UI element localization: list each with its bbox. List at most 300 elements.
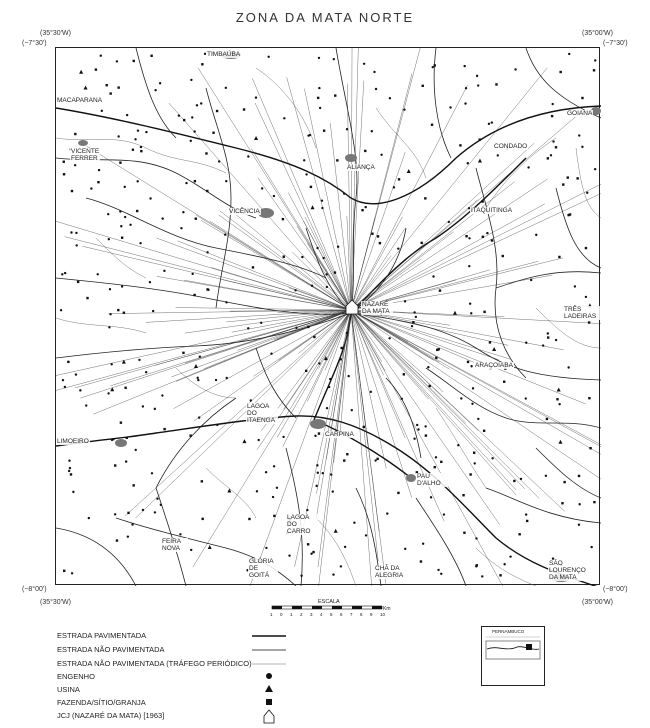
fazenda-point bbox=[67, 361, 69, 363]
town-carpina: CARPINA bbox=[325, 431, 354, 438]
engenho-point bbox=[140, 146, 142, 148]
engenho-point bbox=[215, 379, 217, 381]
engenho-point bbox=[180, 227, 182, 229]
fazenda-point bbox=[503, 381, 505, 383]
engenho-point bbox=[437, 569, 439, 571]
coord-bottom-right-lon: (35°00'W) bbox=[582, 599, 613, 606]
fazenda-point bbox=[189, 434, 191, 436]
engenho-point bbox=[477, 418, 479, 420]
fazenda-point bbox=[307, 543, 309, 545]
house-icon bbox=[264, 710, 274, 723]
engenho-point bbox=[64, 386, 66, 388]
radial-line bbox=[351, 310, 386, 468]
fazenda-point bbox=[439, 289, 441, 291]
fazenda-point bbox=[346, 453, 348, 455]
engenho-point bbox=[322, 472, 324, 474]
radial-line bbox=[351, 310, 565, 511]
engenho-point bbox=[270, 353, 272, 355]
radial-line bbox=[193, 310, 351, 567]
engenho-point bbox=[525, 342, 527, 344]
engenho-point bbox=[373, 71, 375, 73]
town-cha-alegria: CHÃ DA ALEGRIA bbox=[374, 565, 406, 579]
engenho-point bbox=[190, 549, 192, 551]
radial-line bbox=[351, 310, 508, 345]
engenho-point bbox=[318, 57, 320, 59]
engenho-point bbox=[497, 154, 499, 156]
town-vicente-ferrer: VICENTE FERRER bbox=[71, 148, 100, 162]
engenho-point bbox=[135, 449, 137, 451]
town-tres-ladeiras: TRÊS LADEIRAS bbox=[563, 306, 605, 320]
radial-line bbox=[169, 103, 351, 310]
town-alianca: ALIANÇA bbox=[347, 164, 375, 171]
fazenda-point bbox=[212, 132, 214, 134]
engenho-point bbox=[371, 130, 373, 132]
fazenda-point bbox=[310, 186, 312, 188]
radial-line bbox=[351, 68, 547, 310]
scale-tick-label: 7 bbox=[350, 612, 353, 617]
radial-line bbox=[228, 208, 351, 310]
town-vicencia: VICÊNCIA bbox=[229, 208, 260, 215]
engenho-point bbox=[137, 129, 139, 131]
town-condado: CONDADO bbox=[494, 143, 528, 150]
engenho-point bbox=[247, 327, 249, 329]
radial-line bbox=[252, 78, 351, 310]
fazenda-point bbox=[317, 97, 319, 99]
engenho-point bbox=[134, 138, 136, 140]
fazenda-point bbox=[563, 481, 565, 483]
engenho-point bbox=[126, 114, 128, 116]
fazenda-point bbox=[70, 473, 72, 475]
engenho-point bbox=[218, 160, 220, 162]
engenho-point bbox=[154, 89, 156, 91]
fazenda-point bbox=[593, 501, 595, 503]
radial-line bbox=[351, 48, 352, 310]
engenho-point bbox=[120, 225, 122, 227]
engenho-point bbox=[477, 84, 479, 86]
usina-point bbox=[492, 347, 496, 351]
engenho-point bbox=[124, 216, 126, 218]
fazenda-point bbox=[463, 532, 465, 534]
engenho-point bbox=[117, 135, 119, 137]
engenho-point bbox=[551, 103, 553, 105]
usina-point bbox=[84, 86, 88, 90]
engenho-point bbox=[178, 114, 180, 116]
engenho-point bbox=[75, 232, 77, 234]
radial-line bbox=[351, 143, 534, 310]
usina-point bbox=[254, 136, 258, 140]
engenho-point bbox=[555, 339, 557, 341]
town-gloria-goita: GLÓRIA DE GOITÁ bbox=[248, 558, 278, 579]
engenho-point bbox=[88, 517, 90, 519]
fazenda-point bbox=[576, 177, 578, 179]
engenho-point bbox=[225, 301, 227, 303]
radial-line bbox=[351, 310, 466, 423]
engenho-point bbox=[330, 473, 332, 475]
scale-unit: Km bbox=[383, 606, 391, 612]
map-canvas bbox=[56, 48, 601, 586]
fazenda-point bbox=[323, 129, 325, 131]
engenho-point bbox=[116, 60, 118, 62]
scale-tick-label: 10 bbox=[380, 612, 385, 617]
fazenda-point bbox=[282, 218, 284, 220]
fazenda-point bbox=[551, 115, 553, 117]
engenho-point bbox=[193, 130, 195, 132]
fazenda-point bbox=[71, 190, 73, 192]
engenho-point bbox=[216, 424, 218, 426]
legend-unpaved-road: ESTRADA NÃO PAVIMENTADA bbox=[57, 645, 165, 654]
engenho-point bbox=[161, 217, 163, 219]
engenho-point bbox=[542, 344, 544, 346]
engenho-point bbox=[70, 231, 72, 233]
engenho-point bbox=[468, 265, 470, 267]
fazenda-point bbox=[127, 512, 129, 514]
engenho-point bbox=[142, 509, 144, 511]
engenho-point bbox=[114, 513, 116, 515]
engenho-point bbox=[404, 548, 406, 550]
engenho-point bbox=[491, 121, 493, 123]
engenho-point bbox=[276, 487, 278, 489]
engenho-point bbox=[206, 251, 208, 253]
fazenda-point bbox=[398, 178, 400, 180]
fazenda-point bbox=[195, 217, 197, 219]
engenho-point bbox=[71, 572, 73, 574]
radial-line bbox=[351, 110, 583, 310]
engenho-point bbox=[545, 475, 547, 477]
engenho-point bbox=[530, 279, 532, 281]
engenho-point bbox=[585, 296, 587, 298]
engenho-point bbox=[397, 247, 399, 249]
radial-line bbox=[56, 310, 351, 376]
engenho-point bbox=[578, 503, 580, 505]
fazenda-point bbox=[273, 515, 275, 517]
engenho-point bbox=[460, 397, 462, 399]
town-nazare: NAZARÉ DA MATA bbox=[361, 301, 393, 315]
fazenda-point bbox=[567, 214, 569, 216]
usina-point bbox=[110, 387, 114, 391]
engenho-point bbox=[109, 313, 111, 315]
triangle-icon bbox=[265, 685, 273, 692]
engenho-point bbox=[340, 565, 342, 567]
engenho-point bbox=[370, 391, 372, 393]
radial-line bbox=[171, 310, 351, 377]
fazenda-point bbox=[513, 480, 515, 482]
fazenda-point bbox=[469, 473, 471, 475]
fazenda-point bbox=[479, 138, 481, 140]
radial-line bbox=[146, 310, 351, 322]
radial-line bbox=[155, 310, 351, 365]
map-title: ZONA DA MATA NORTE bbox=[235, 10, 415, 25]
engenho-point bbox=[69, 467, 71, 469]
engenho-point bbox=[464, 102, 466, 104]
scale-tick-label: 3 bbox=[310, 612, 313, 617]
radial-line bbox=[351, 228, 405, 310]
engenho-point bbox=[154, 408, 156, 410]
engenho-point bbox=[527, 166, 529, 168]
fazenda-point bbox=[206, 190, 208, 192]
engenho-point bbox=[520, 478, 522, 480]
fazenda-point bbox=[482, 236, 484, 238]
engenho-point bbox=[594, 168, 596, 170]
fazenda-point bbox=[243, 108, 245, 110]
fazenda-point bbox=[106, 84, 108, 86]
fazenda-point bbox=[558, 256, 560, 258]
engenho-point bbox=[393, 186, 395, 188]
fazenda-point bbox=[336, 159, 338, 161]
fazenda-point bbox=[126, 437, 128, 439]
engenho-point bbox=[586, 192, 588, 194]
engenho-point bbox=[272, 496, 274, 498]
engenho-point bbox=[288, 554, 290, 556]
fazenda-point bbox=[434, 466, 436, 468]
engenho-point bbox=[471, 403, 473, 405]
scale-tick-label: 2 bbox=[300, 612, 303, 617]
radial-line bbox=[251, 149, 351, 310]
coord-top-left-lat: (−7°30') bbox=[22, 40, 47, 47]
engenho-point bbox=[332, 573, 334, 575]
usina-point bbox=[194, 364, 198, 368]
engenho-point bbox=[333, 58, 335, 60]
radial-line bbox=[351, 85, 468, 310]
radial-line bbox=[351, 74, 412, 310]
engenho-point bbox=[273, 465, 275, 467]
engenho-point bbox=[161, 394, 163, 396]
engenho-point bbox=[435, 456, 437, 458]
engenho-point bbox=[535, 234, 537, 236]
legend-jcj: JCJ (NAZARÉ DA MATA) [1963] bbox=[57, 711, 165, 720]
radial-line bbox=[287, 77, 351, 310]
engenho-point bbox=[475, 565, 477, 567]
engenho-point bbox=[457, 444, 459, 446]
engenho-point bbox=[121, 285, 123, 287]
radial-line bbox=[351, 310, 539, 498]
legend-fazenda: FAZENDA/SÍTIO/GRANJA bbox=[57, 698, 146, 707]
fazenda-point bbox=[559, 71, 561, 73]
inset-title: PERNAMBUCO bbox=[492, 629, 525, 634]
engenho-point bbox=[558, 403, 560, 405]
engenho-point bbox=[160, 504, 162, 506]
usina-point bbox=[558, 440, 562, 444]
scale-tick-label: 9 bbox=[370, 612, 373, 617]
fazenda-point bbox=[133, 60, 135, 62]
coord-bottom-left-lat: (−8°00') bbox=[22, 586, 47, 593]
town-lagoa-itaenga: LAGOA DO ITAENGA bbox=[246, 403, 278, 424]
engenho-point bbox=[470, 365, 472, 367]
fazenda-point bbox=[340, 347, 342, 349]
usina-point bbox=[79, 70, 83, 74]
engenho-point bbox=[413, 438, 415, 440]
engenho-point bbox=[316, 247, 318, 249]
fazenda-point bbox=[403, 373, 405, 375]
engenho-point bbox=[344, 546, 346, 548]
engenho-point bbox=[432, 66, 434, 68]
fazenda-point bbox=[518, 533, 520, 535]
engenho-point bbox=[318, 362, 320, 364]
engenho-point bbox=[60, 309, 62, 311]
engenho-point bbox=[182, 211, 184, 213]
usina-point bbox=[478, 159, 482, 163]
engenho-point bbox=[340, 358, 342, 360]
engenho-point bbox=[343, 192, 345, 194]
fazenda-point bbox=[116, 539, 118, 541]
engenho-point bbox=[363, 63, 365, 65]
fazenda-point bbox=[585, 247, 587, 249]
radial-line bbox=[219, 215, 351, 310]
engenho-point bbox=[475, 537, 477, 539]
engenho-point bbox=[196, 377, 198, 379]
engenho-point bbox=[79, 389, 81, 391]
engenho-point bbox=[267, 56, 269, 58]
engenho-point bbox=[72, 491, 74, 493]
coord-top-right-lat: (−7°30') bbox=[603, 40, 628, 47]
engenho-point bbox=[250, 399, 252, 401]
fazenda-point bbox=[312, 551, 314, 553]
pernambuco-outline bbox=[482, 627, 544, 685]
fazenda-point bbox=[578, 475, 580, 477]
fazenda-point bbox=[124, 387, 126, 389]
engenho-point bbox=[388, 337, 390, 339]
scale-tick-label: 1 bbox=[290, 612, 293, 617]
radial-line bbox=[351, 81, 364, 310]
fazenda-point bbox=[136, 210, 138, 212]
fazenda-point bbox=[481, 200, 483, 202]
engenho-point bbox=[151, 472, 153, 474]
town-goiana: GOIANA bbox=[567, 110, 593, 117]
engenho-point bbox=[581, 146, 583, 148]
fazenda-point bbox=[346, 332, 348, 334]
engenho-point bbox=[403, 108, 405, 110]
radial-line bbox=[198, 68, 351, 310]
engenho-point bbox=[90, 187, 92, 189]
engenho-point bbox=[163, 270, 165, 272]
engenho-point bbox=[424, 425, 426, 427]
engenho-point bbox=[260, 322, 262, 324]
engenho-point bbox=[509, 555, 511, 557]
engenho-point bbox=[386, 512, 388, 514]
engenho-point bbox=[225, 180, 227, 182]
radial-line bbox=[65, 237, 351, 310]
usina-point bbox=[242, 439, 246, 443]
scale-bar bbox=[270, 604, 385, 618]
engenho-point bbox=[119, 210, 121, 212]
paved-road-north bbox=[56, 106, 601, 204]
engenho-point bbox=[325, 273, 327, 275]
engenho-point bbox=[110, 363, 112, 365]
engenho-point bbox=[380, 154, 382, 156]
fazenda-point bbox=[547, 157, 549, 159]
square-icon bbox=[266, 699, 272, 705]
engenho-point bbox=[550, 154, 552, 156]
fazenda-point bbox=[313, 336, 315, 338]
fazenda-point bbox=[86, 297, 88, 299]
fazenda-point bbox=[459, 144, 461, 146]
engenho-point bbox=[145, 131, 147, 133]
fazenda-point bbox=[132, 149, 134, 151]
engenho-point bbox=[226, 377, 228, 379]
fazenda-point bbox=[422, 85, 424, 87]
engenho-point bbox=[578, 524, 580, 526]
engenho-point bbox=[449, 106, 451, 108]
engenho-point bbox=[138, 359, 140, 361]
fazenda-point bbox=[183, 119, 185, 121]
engenho-point bbox=[125, 460, 127, 462]
engenho-point bbox=[247, 155, 249, 157]
fazenda-point bbox=[424, 197, 426, 199]
fazenda-point bbox=[425, 434, 427, 436]
engenho-point bbox=[190, 79, 192, 81]
engenho-point bbox=[365, 534, 367, 536]
engenho-point bbox=[61, 273, 63, 275]
radial-line bbox=[108, 310, 351, 314]
scale-tick-label: 0 bbox=[280, 612, 283, 617]
engenho-point bbox=[476, 75, 478, 77]
legend-engenho: ENGENHO bbox=[57, 672, 95, 681]
scale-tick-label: 8 bbox=[360, 612, 363, 617]
fazenda-point bbox=[248, 518, 250, 520]
coord-top-left-lon: (35°30'W) bbox=[40, 30, 71, 37]
engenho-point bbox=[198, 416, 200, 418]
engenho-point bbox=[200, 102, 202, 104]
engenho-point bbox=[98, 169, 100, 171]
town-macaparana: MACAPARANA bbox=[57, 97, 103, 104]
engenho-point bbox=[574, 285, 576, 287]
fazenda-point bbox=[119, 161, 121, 163]
engenho-point bbox=[101, 110, 103, 112]
engenho-point bbox=[415, 316, 417, 318]
engenho-point bbox=[159, 82, 161, 84]
engenho-point bbox=[64, 272, 66, 274]
radial-line bbox=[334, 310, 351, 462]
engenho-point bbox=[265, 547, 267, 549]
engenho-point bbox=[191, 273, 193, 275]
engenho-point bbox=[568, 53, 570, 55]
fazenda-point bbox=[483, 311, 485, 313]
engenho-point bbox=[294, 289, 296, 291]
locator-inset bbox=[481, 626, 545, 686]
fazenda-point bbox=[465, 235, 467, 237]
engenho-point bbox=[474, 462, 476, 464]
fazenda-point bbox=[435, 357, 437, 359]
engenho-point bbox=[465, 87, 467, 89]
engenho-point bbox=[190, 140, 192, 142]
fazenda-point bbox=[63, 161, 65, 163]
fazenda-point bbox=[499, 574, 501, 576]
engenho-point bbox=[149, 197, 151, 199]
radial-line bbox=[351, 182, 514, 310]
engenho-point bbox=[316, 464, 318, 466]
fazenda-point bbox=[546, 418, 548, 420]
fazenda-point bbox=[555, 146, 557, 148]
engenho-point bbox=[328, 386, 330, 388]
fazenda-point bbox=[593, 69, 595, 71]
radial-line bbox=[274, 310, 351, 340]
fazenda-point bbox=[363, 426, 365, 428]
engenho-point bbox=[107, 392, 109, 394]
town-limoeiro: LIMOEIRO bbox=[57, 438, 89, 445]
engenho-point bbox=[525, 513, 527, 515]
fazenda-point bbox=[376, 458, 378, 460]
engenho-point bbox=[145, 371, 147, 373]
fazenda-point bbox=[109, 92, 111, 94]
engenho-point bbox=[389, 97, 391, 99]
scale-tick-label: 6 bbox=[340, 612, 343, 617]
fazenda-point bbox=[361, 209, 363, 211]
engenho-point bbox=[440, 573, 442, 575]
fazenda-point bbox=[467, 361, 469, 363]
usina-point bbox=[208, 545, 212, 549]
fazenda-point bbox=[163, 428, 165, 430]
fazenda-point bbox=[483, 430, 485, 432]
fazenda-point bbox=[588, 397, 590, 399]
